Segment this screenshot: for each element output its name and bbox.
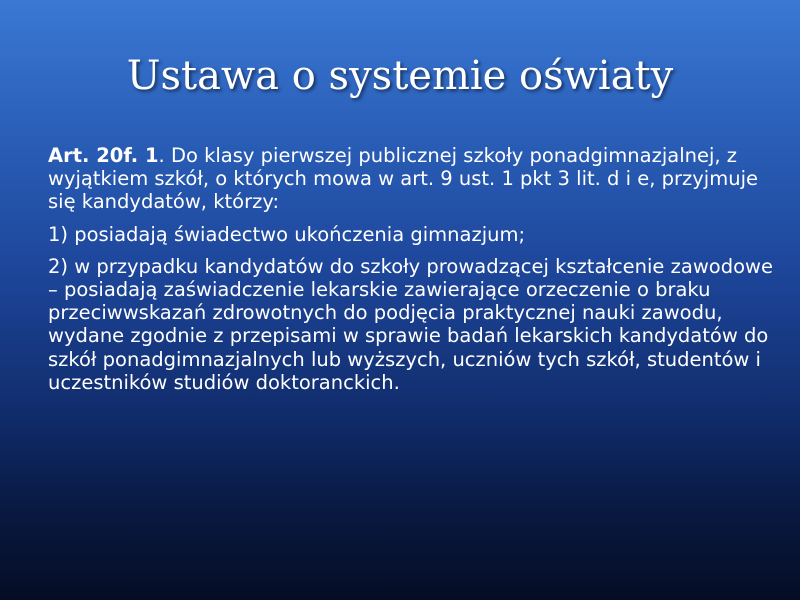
article-paragraph [48, 144, 778, 214]
article-intro: . Do klasy pierwszej publicznej szkoły ponadgimnazjalnej, z wyjątkiem szkół, o których mowa w art. 9 ust. 1 pkt 3 lit. d i e, przyjmuje się kandydatów, którzy: [48, 144, 758, 214]
list-item-2: 2) w przypadku kandydatów do szkoły prowadzącej kształcenie zawodowe – posiadają zaświadczenie lekarskie zawierające orzeczenie o braku przeciwwskazań zdrowotnych do podjęcia praktycznej nauki zawodu, wydane zgodnie z przepisami w sprawie badań lekarskich kandydatów do szkół ponadgimnazjalnych lub wyższych, uczniów tych szkół, studentów i uczestników studiów doktoranckich. [48, 254, 773, 394]
list-item-1: 1) posiadają świadectwo ukończenia gimnazjum; [48, 222, 526, 246]
slide-title: Ustawa o systemie oświaty [126, 53, 674, 99]
article-reference: Art. 20f. 1 [48, 144, 159, 167]
slide-content [48, 144, 778, 403]
